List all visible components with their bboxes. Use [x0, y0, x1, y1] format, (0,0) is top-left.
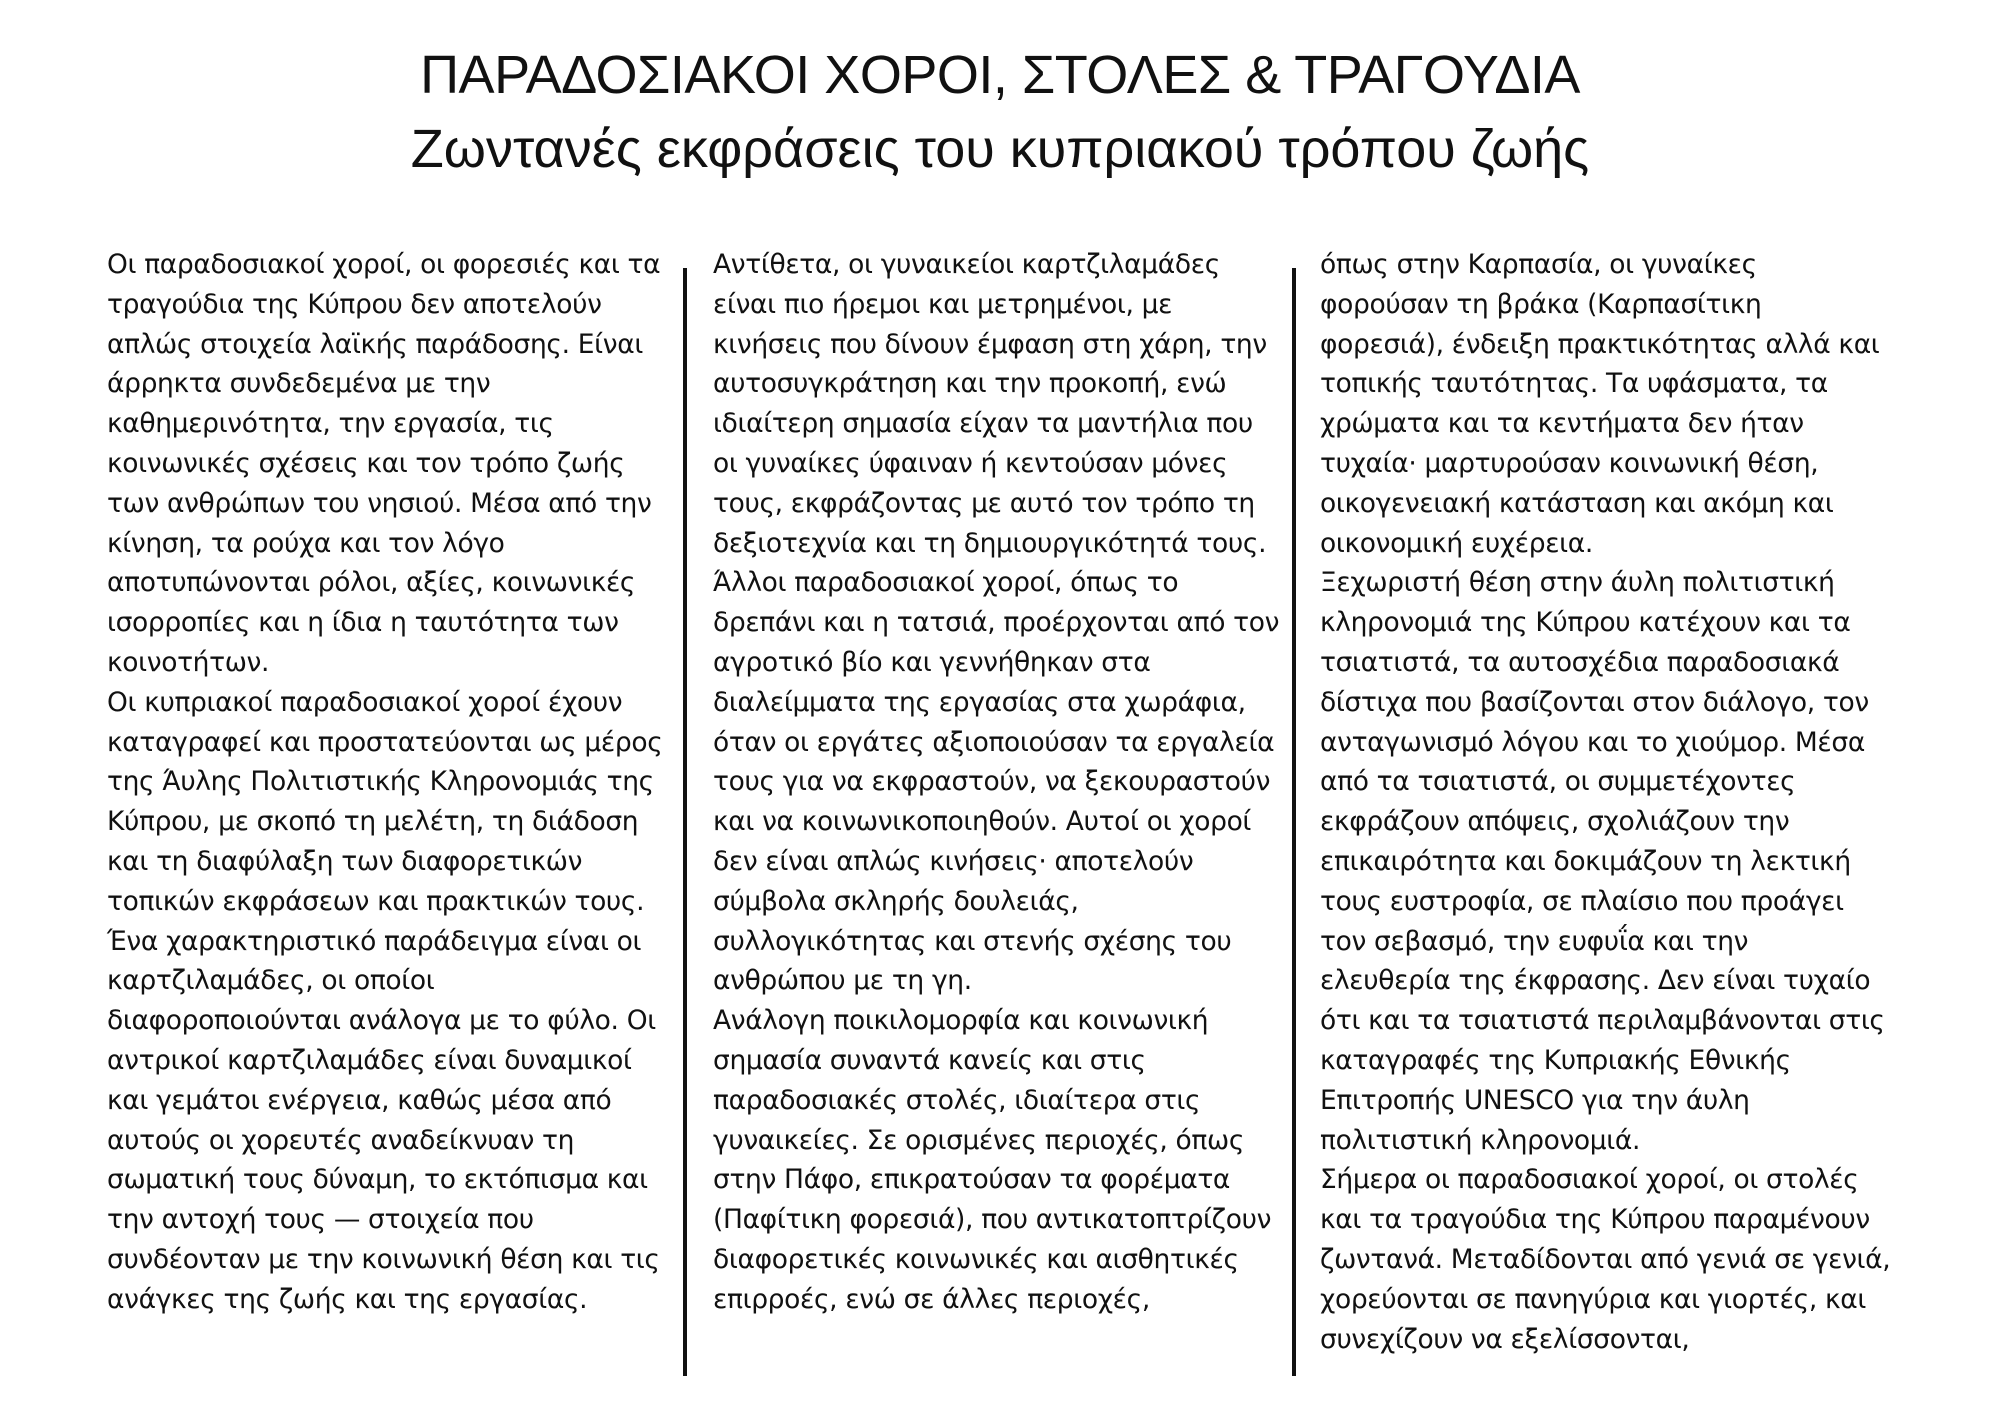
text-line: ιδιαίτερη σημασία είχαν τα μαντήλια που — [713, 408, 1253, 440]
text-line: τσιατιστά, τα αυτοσχέδια παραδοσιακά — [1320, 646, 1840, 678]
text-line: τον σεβασμό, την ευφυΐα και την — [1320, 925, 1749, 957]
text-line: Ανάλογη ποικιλομορφία και κοινωνική — [713, 1005, 1209, 1037]
text-line: την αντοχή τους — στοιχεία που — [107, 1204, 534, 1236]
text-line: και τη διαφύλαξη των διαφορετικών — [107, 845, 583, 877]
text-line: ότι και τα τσιατιστά περιλαμβάνονται στις — [1320, 1005, 1885, 1037]
text-line: Αντίθετα, οι γυναικείοι καρτζιλαμάδες — [713, 249, 1220, 280]
text-line: επικαιρότητα και δοκιμάζουν τη λεκτική — [1320, 845, 1851, 877]
text-line: καθημερινότητα, την εργασία, τις — [107, 408, 554, 440]
text-line: επιρροές, ενώ σε άλλες περιοχές, — [713, 1283, 1150, 1315]
text-line: Άλλοι παραδοσιακοί χοροί, όπως το — [713, 567, 1179, 599]
text-line: από τα τσιατιστά, οι συμμετέχοντες — [1320, 766, 1796, 798]
text-line: αντρικοί καρτζιλαμάδες είναι δυναμικοί — [107, 1044, 632, 1076]
text-column-1 — [107, 245, 697, 1320]
text-line: τους ευστροφία, σε πλαίσιο που προάγει — [1320, 885, 1844, 917]
page-subtitle: Ζωντανές εκφράσεις του κυπριακού τρόπου ζωής — [410, 119, 1590, 179]
text-line: καταγραφές της Κυπριακής Εθνικής — [1320, 1044, 1791, 1076]
text-line: Ένα χαρακτηριστικό παράδειγμα είναι οι — [107, 925, 642, 957]
text-line: ισορροπίες και η ίδια η ταυτότητα των — [107, 607, 619, 639]
text-column-3 — [1320, 245, 1930, 1359]
text-line: ανάγκες της ζωής και της εργασίας. — [107, 1283, 588, 1315]
text-line: Κύπρου, με σκοπό τη μελέτη, τη διάδοση — [107, 806, 639, 838]
text-line: διαλείμματα της εργασίας στα χωράφια, — [713, 686, 1246, 718]
text-line: τους για να εκφραστούν, να ξεκουραστούν — [713, 766, 1271, 798]
text-line: των ανθρώπων του νησιού. Μέσα από την — [107, 487, 652, 519]
text-line: τοπικών εκφράσεων και πρακτικών τους. — [107, 885, 645, 917]
text-line: αποτυπώνονται ρόλοι, αξίες, κοινωνικές — [107, 567, 636, 599]
text-line: γυναικείες. Σε ορισμένες περιοχές, όπως — [713, 1124, 1245, 1156]
text-line: ανθρώπου με τη γη. — [713, 965, 972, 997]
text-line: χορεύονται σε πανηγύρια και γιορτές, και — [1320, 1283, 1866, 1315]
text-line: συλλογικότητας και στενής σχέσης του — [713, 925, 1232, 957]
text-line: αυτοσυγκράτηση και την προκοπή, ενώ — [713, 368, 1227, 400]
text-line: φορούσαν τη βράκα (Καρπασίτικη — [1320, 288, 1762, 320]
text-line: κοινωνικές σχέσεις και τον τρόπο ζωής — [107, 447, 625, 479]
text-line: όταν οι εργάτες αξιοποιούσαν τα εργαλεία — [713, 726, 1275, 758]
text-line: ζωντανά. Μεταδίδονται από γενιά σε γενιά, — [1320, 1243, 1891, 1275]
text-column-2 — [713, 245, 1303, 1320]
text-line: τους, εκφράζοντας με αυτό τον τρόπο τη — [713, 487, 1255, 519]
text-line: διαφοροποιούνται ανάλογα με το φύλο. Οι — [107, 1005, 656, 1037]
text-line: οικονομική ευχέρεια. — [1320, 527, 1593, 559]
text-line: εκφράζουν απόψεις, σχολιάζουν την — [1320, 806, 1790, 838]
text-line: ελευθερία της έκφρασης. Δεν είναι τυχαίο — [1320, 965, 1871, 997]
text-line: δίστιχα που βασίζονται στον διάλογο, τον — [1320, 686, 1869, 718]
text-line: όπως στην Καρπασία, οι γυναίκες — [1320, 249, 1757, 280]
text-line: σωματική τους δύναμη, το εκτόπισμα και — [107, 1164, 648, 1196]
text-line: Σήμερα οι παραδοσιακοί χοροί, οι στολές — [1320, 1164, 1859, 1196]
text-line: τραγούδια της Κύπρου δεν αποτελούν — [107, 288, 602, 320]
text-line: και γεμάτοι ενέργεια, καθώς μέσα από — [107, 1084, 612, 1116]
text-line: πολιτιστική κληρονομιά. — [1320, 1124, 1641, 1156]
text-line: κινήσεις που δίνουν έμφαση στη χάρη, την — [713, 328, 1267, 360]
text-line: άρρηκτα συνδεδεμένα με την — [107, 368, 491, 400]
text-line: δεν είναι απλώς κινήσεις· αποτελούν — [713, 845, 1194, 877]
text-line: κληρονομιά της Κύπρου κατέχουν και τα — [1320, 607, 1851, 639]
text-line: χρώματα και τα κεντήματα δεν ήταν — [1320, 408, 1804, 440]
text-line: και να κοινωνικοποιηθούν. Αυτοί οι χοροί — [713, 806, 1252, 838]
text-line: οικογενειακή κατάσταση και ακόμη και — [1320, 487, 1834, 519]
text-line: οι γυναίκες ύφαιναν ή κεντούσαν μόνες — [713, 447, 1228, 479]
text-line: στην Πάφο, επικρατούσαν τα φορέματα — [713, 1164, 1231, 1196]
header — [0, 40, 2000, 184]
text-line: της Άυλης Πολιτιστικής Κληρονομιάς της — [107, 766, 654, 798]
text-line: ανταγωνισμό λόγου και το χιούμορ. Μέσα — [1320, 726, 1865, 758]
text-line: κίνηση, τα ρούχα και τον λόγο — [107, 527, 505, 559]
page-title: ΠΑΡΑΔΟΣΙΑΚΟΙ ΧΟΡΟΙ, ΣΤΟΛΕΣ & ΤΡΑΓΟΥΔΙΑ — [420, 45, 1580, 105]
text-line: σημασία συναντά κανείς και στις — [713, 1044, 1146, 1076]
text-line: καρτζιλαμάδες, οι οποίοι — [107, 965, 435, 997]
text-line: Επιτροπής UNESCO για την άυλη — [1320, 1084, 1750, 1116]
text-line: τυχαία· μαρτυρούσαν κοινωνική θέση, — [1320, 447, 1819, 479]
text-line: τοπικής ταυτότητας. Τα υφάσματα, τα — [1320, 368, 1828, 400]
text-line: απλώς στοιχεία λαϊκής παράδοσης. Είναι — [107, 328, 643, 360]
text-line: Ξεχωριστή θέση στην άυλη πολιτιστική — [1320, 567, 1835, 599]
text-line: αγροτικό βίο και γεννήθηκαν στα — [713, 646, 1151, 678]
column-divider — [683, 268, 687, 1376]
text-line: κοινοτήτων. — [107, 646, 270, 678]
text-line: και τα τραγούδια της Κύπρου παραμένουν — [1320, 1204, 1870, 1236]
text-line: Οι παραδοσιακοί χοροί, οι φορεσιές και τα — [107, 249, 661, 280]
text-line: παραδοσιακές στολές, ιδιαίτερα στις — [713, 1084, 1201, 1116]
text-line: Οι κυπριακοί παραδοσιακοί χοροί έχουν — [107, 686, 623, 718]
text-line: καταγραφεί και προστατεύονται ως μέρος — [107, 726, 663, 758]
text-line: σύμβολα σκληρής δουλειάς, — [713, 885, 1079, 917]
text-line: δρεπάνι και η τατσιά, προέρχονται από τον — [713, 607, 1280, 639]
text-line: φορεσιά), ένδειξη πρακτικότητας αλλά και — [1320, 328, 1880, 360]
text-line: διαφορετικές κοινωνικές και αισθητικές — [713, 1243, 1239, 1275]
text-line: αυτούς οι χορευτές αναδείκνυαν τη — [107, 1124, 575, 1156]
column-divider — [1292, 268, 1296, 1376]
text-line: είναι πιο ήρεμοι και μετρημένοι, με — [713, 288, 1173, 320]
text-line: συνεχίζουν να εξελίσσονται, — [1320, 1323, 1690, 1355]
text-line: συνδέονταν με την κοινωνική θέση και τις — [107, 1243, 660, 1275]
text-line: δεξιοτεχνία και τη δημιουργικότητά τους. — [713, 527, 1267, 559]
text-line: (Παφίτικη φορεσιά), που αντικατοπτρίζουν — [713, 1204, 1272, 1236]
